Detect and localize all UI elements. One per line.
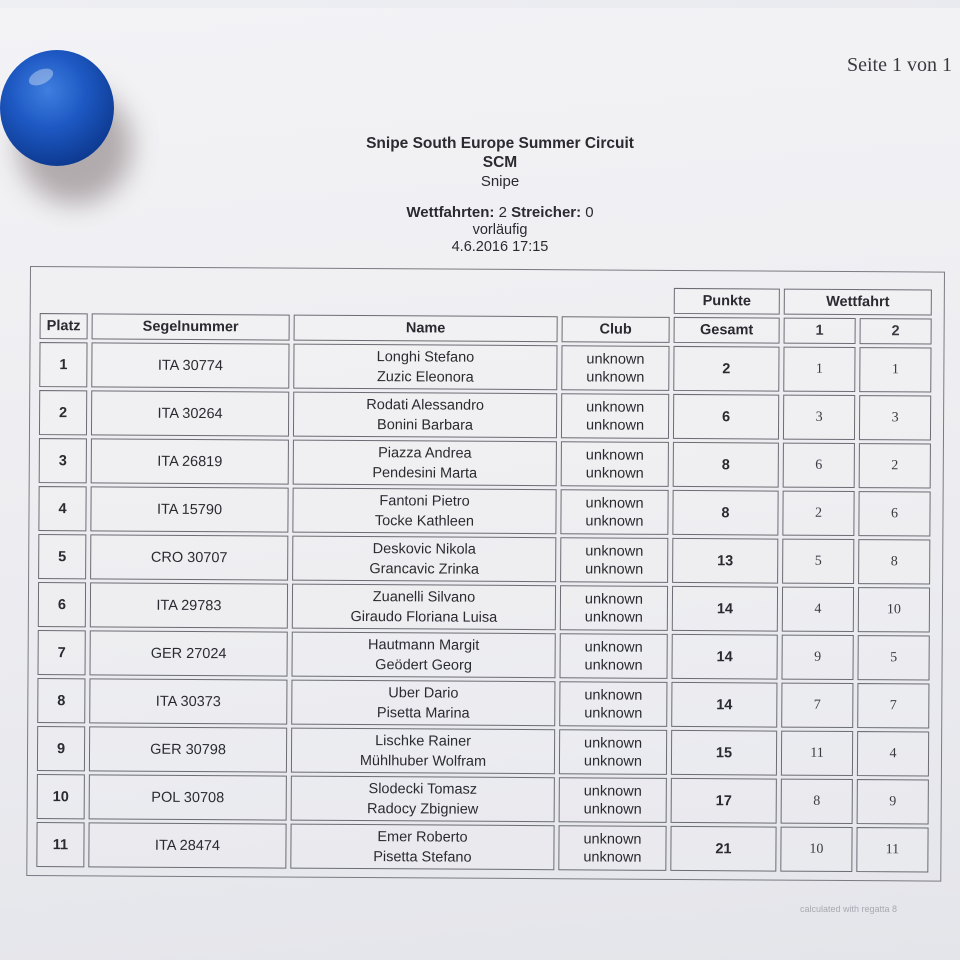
crew-club: unknown bbox=[585, 464, 644, 482]
sail-number-cell: ITA 29783 bbox=[90, 582, 288, 628]
race-1-cell: 3 bbox=[783, 395, 855, 440]
total-points-cell: 8 bbox=[672, 490, 778, 536]
total-points-cell: 21 bbox=[670, 826, 776, 872]
sail-number-cell: ITA 28474 bbox=[88, 822, 286, 868]
helm-name: Fantoni Pietro bbox=[379, 492, 470, 510]
points-group-header: Punkte bbox=[674, 288, 780, 315]
results-status: vorläufig bbox=[472, 222, 528, 238]
crew-name: Pisetta Stefano bbox=[373, 848, 472, 866]
crew-club: unknown bbox=[583, 800, 642, 818]
crew-name: Mühlhuber Wolfram bbox=[359, 752, 487, 770]
table-row bbox=[37, 726, 929, 776]
club-cell bbox=[560, 537, 668, 583]
races-label: Wettfahrten: bbox=[406, 204, 495, 221]
race-2-cell: 4 bbox=[857, 731, 929, 776]
results-body bbox=[36, 342, 931, 872]
name-cell bbox=[291, 728, 555, 775]
races-summary bbox=[250, 203, 750, 222]
helm-name: Slodecki Tomasz bbox=[368, 780, 478, 798]
sail-number-cell: ITA 30373 bbox=[89, 678, 287, 724]
club-cell bbox=[561, 345, 669, 391]
helm-name: Emer Roberto bbox=[377, 828, 468, 846]
helm-name: Uber Dario bbox=[388, 684, 459, 702]
table-row bbox=[38, 582, 930, 632]
helm-name: Piazza Andrea bbox=[378, 444, 472, 462]
club-cell bbox=[560, 585, 668, 631]
race-1-cell: 9 bbox=[781, 635, 853, 680]
helm-club: unknown bbox=[584, 590, 644, 608]
races-count: 2 bbox=[498, 204, 507, 221]
name-cell bbox=[292, 536, 556, 583]
name-cell bbox=[290, 824, 554, 871]
crew-club: unknown bbox=[584, 704, 643, 722]
page-number: Seite 1 von 1 bbox=[847, 54, 952, 76]
race-2-cell: 11 bbox=[856, 827, 928, 872]
rank-cell: 6 bbox=[38, 582, 86, 627]
rank-cell: 5 bbox=[38, 534, 86, 579]
crew-club: unknown bbox=[583, 848, 642, 866]
crew-name: Grancavic Zrinka bbox=[369, 560, 480, 578]
races-group-header: Wettfahrt bbox=[784, 289, 932, 316]
sail-number-cell: POL 30708 bbox=[89, 774, 287, 820]
club-cell bbox=[559, 729, 667, 775]
col-platz: Platz bbox=[40, 313, 88, 339]
race-2-cell: 2 bbox=[859, 443, 931, 488]
table-row bbox=[39, 438, 931, 488]
name-cell bbox=[291, 776, 555, 823]
club-cell bbox=[561, 441, 669, 487]
race-2-cell: 5 bbox=[857, 635, 929, 680]
helm-name: Longhi Stefano bbox=[376, 348, 475, 366]
race-2-cell: 6 bbox=[858, 491, 930, 536]
event-subtitle: SCM bbox=[482, 154, 518, 171]
race-1-cell: 10 bbox=[780, 827, 852, 872]
helm-name: Lischke Rainer bbox=[375, 732, 472, 750]
helm-name: Hautmann Margit bbox=[368, 636, 480, 654]
total-points-cell: 15 bbox=[671, 730, 777, 776]
crew-club: unknown bbox=[586, 368, 645, 386]
helm-name: Rodati Alessandro bbox=[366, 396, 485, 414]
col-race-1: 1 bbox=[784, 318, 856, 344]
helm-name: Deskovic Nikola bbox=[372, 540, 476, 558]
crew-name: Pendesini Marta bbox=[372, 464, 478, 482]
sail-number-cell: ITA 30774 bbox=[91, 342, 289, 388]
race-1-cell: 2 bbox=[782, 491, 854, 536]
crew-name: Giraudo Floriana Luisa bbox=[350, 608, 498, 626]
rank-cell: 3 bbox=[39, 438, 87, 483]
race-2-cell: 8 bbox=[858, 539, 930, 584]
results-table bbox=[32, 281, 936, 875]
sail-number-cell: GER 30798 bbox=[89, 726, 287, 772]
col-club: Club bbox=[562, 316, 670, 343]
club-cell bbox=[561, 393, 669, 439]
crew-club: unknown bbox=[585, 560, 644, 578]
crew-name: Bonini Barbara bbox=[377, 416, 474, 434]
name-cell bbox=[292, 584, 556, 631]
helm-club: unknown bbox=[583, 782, 642, 800]
col-name: Name bbox=[294, 315, 558, 343]
helm-club: unknown bbox=[584, 734, 643, 752]
boat-class: Snipe bbox=[480, 173, 520, 190]
race-2-cell: 10 bbox=[858, 587, 930, 632]
race-2-cell: 7 bbox=[857, 683, 929, 728]
sail-number-cell: CRO 30707 bbox=[90, 534, 288, 580]
race-2-cell: 3 bbox=[859, 395, 931, 440]
race-1-cell: 11 bbox=[781, 731, 853, 776]
crew-club: unknown bbox=[584, 656, 643, 674]
crew-name: Tocke Kathleen bbox=[374, 512, 475, 530]
club-cell bbox=[558, 825, 666, 871]
table-row bbox=[36, 822, 928, 872]
helm-club: unknown bbox=[586, 350, 645, 368]
total-points-cell: 2 bbox=[673, 346, 779, 392]
table-row bbox=[38, 486, 930, 536]
race-1-cell: 4 bbox=[782, 587, 854, 632]
crew-club: unknown bbox=[583, 752, 643, 770]
rank-cell: 10 bbox=[37, 774, 85, 819]
table-row bbox=[38, 534, 930, 584]
total-points-cell: 6 bbox=[673, 394, 779, 440]
total-points-cell: 14 bbox=[672, 586, 778, 632]
results-frame bbox=[26, 266, 945, 882]
blue-magnet bbox=[0, 50, 114, 166]
rank-cell: 11 bbox=[36, 822, 84, 867]
crew-name: Zuzic Eleonora bbox=[376, 368, 474, 386]
rank-cell: 1 bbox=[39, 342, 87, 387]
results-datetime: 4.6.2016 17:15 bbox=[451, 239, 549, 255]
race-1-cell: 6 bbox=[783, 443, 855, 488]
helm-club: unknown bbox=[584, 686, 643, 704]
document-header bbox=[250, 134, 750, 256]
col-total: Gesamt bbox=[674, 317, 780, 344]
race-2-cell: 9 bbox=[857, 779, 929, 824]
race-1-cell: 7 bbox=[781, 683, 853, 728]
name-cell bbox=[293, 440, 557, 487]
table-row bbox=[39, 390, 931, 440]
total-points-cell: 8 bbox=[673, 442, 779, 488]
rank-cell: 4 bbox=[38, 486, 86, 531]
rank-cell: 8 bbox=[37, 678, 85, 723]
helm-club: unknown bbox=[583, 830, 642, 848]
race-1-cell: 1 bbox=[783, 347, 855, 392]
col-race-2: 2 bbox=[860, 318, 932, 344]
club-cell bbox=[560, 489, 668, 535]
crew-club: unknown bbox=[585, 512, 644, 530]
total-points-cell: 13 bbox=[672, 538, 778, 584]
crew-name: Radocy Zbigniew bbox=[367, 800, 479, 818]
name-cell bbox=[293, 392, 557, 439]
col-sail-number: Segelnummer bbox=[92, 313, 290, 340]
table-row bbox=[38, 630, 930, 680]
crew-name: Geödert Georg bbox=[375, 656, 472, 674]
sail-number-cell: ITA 26819 bbox=[91, 438, 289, 484]
name-cell bbox=[292, 488, 556, 535]
total-points-cell: 14 bbox=[671, 682, 777, 728]
name-cell bbox=[293, 344, 557, 391]
discards-count: 0 bbox=[585, 204, 594, 221]
table-row bbox=[37, 678, 929, 728]
race-1-cell: 5 bbox=[782, 539, 854, 584]
rank-cell: 9 bbox=[37, 726, 85, 771]
rank-cell: 7 bbox=[38, 630, 86, 675]
helm-club: unknown bbox=[586, 398, 645, 416]
race-2-cell: 1 bbox=[859, 347, 931, 392]
crew-name: Pisetta Marina bbox=[376, 704, 470, 722]
club-cell bbox=[559, 681, 667, 727]
rank-cell: 2 bbox=[39, 390, 87, 435]
name-cell bbox=[291, 680, 555, 727]
discards-label: Streicher: bbox=[511, 204, 582, 221]
club-cell bbox=[559, 777, 667, 823]
helm-club: unknown bbox=[585, 542, 644, 560]
club-cell bbox=[559, 633, 667, 679]
table-row bbox=[39, 342, 931, 392]
sail-number-cell: GER 27024 bbox=[90, 630, 288, 676]
total-points-cell: 17 bbox=[671, 778, 777, 824]
event-title: Snipe South Europe Summer Circuit bbox=[366, 135, 634, 152]
total-points-cell: 14 bbox=[671, 634, 777, 680]
sail-number-cell: ITA 15790 bbox=[90, 486, 288, 532]
helm-club: unknown bbox=[584, 638, 643, 656]
paper-sheet bbox=[0, 8, 960, 960]
race-1-cell: 8 bbox=[781, 779, 853, 824]
helm-club: unknown bbox=[585, 446, 644, 464]
crew-club: unknown bbox=[585, 416, 645, 434]
helm-name: Zuanelli Silvano bbox=[372, 588, 476, 606]
crew-club: unknown bbox=[584, 608, 643, 626]
helm-club: unknown bbox=[585, 494, 644, 512]
footer-note: calculated with regatta 8 bbox=[800, 904, 898, 914]
sail-number-cell: ITA 30264 bbox=[91, 390, 289, 436]
table-row bbox=[37, 774, 929, 824]
name-cell bbox=[291, 632, 555, 679]
